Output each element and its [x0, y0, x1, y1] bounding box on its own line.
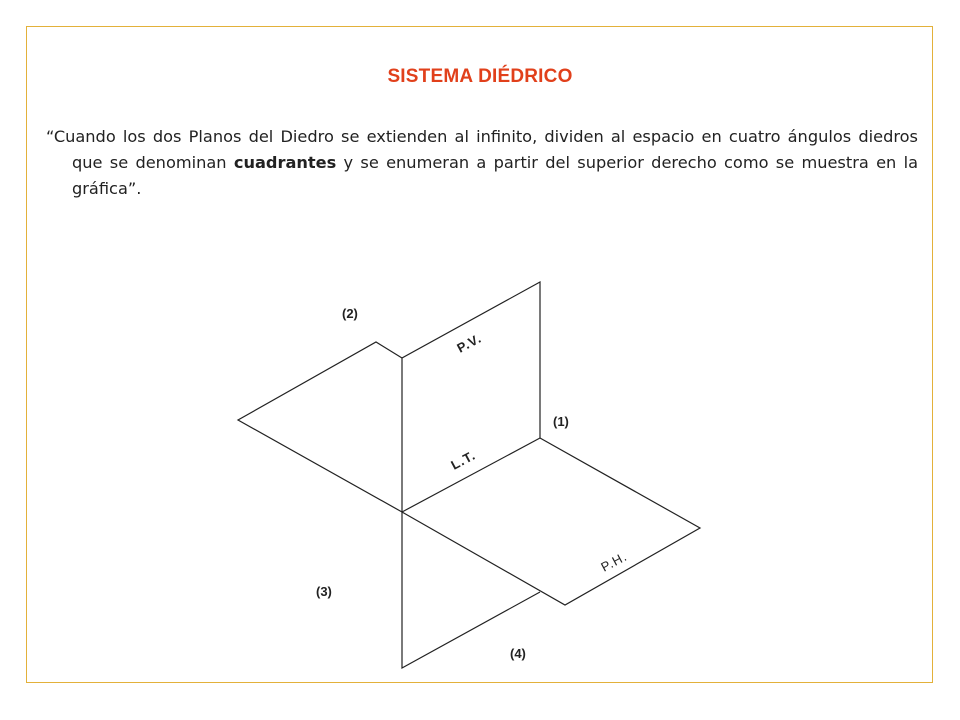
vertical-plane-label: P.V.	[454, 330, 485, 356]
quadrant-1-label: (1)	[553, 414, 569, 429]
quote-text-after: y se enumeran a partir del superior derecho como se muestra en la gráfica	[72, 153, 918, 198]
slide-title: SISTEMA DIÉDRICO	[387, 66, 573, 87]
horizontal-plane-back	[238, 342, 402, 512]
quote-text-before: Cuando los dos Planos del Diedro se extienden al infinito, dividen al espacio en cuatro ángulos diedros que se denominan	[53, 127, 918, 172]
vertical-plane-lower	[402, 512, 540, 668]
quadrant-3-label: (3)	[316, 584, 332, 599]
quadrant-4-label: (4)	[510, 646, 526, 661]
ground-line-label: L.T.	[448, 447, 479, 473]
vertical-plane-upper	[402, 282, 540, 512]
close-quote-mark: ”.	[127, 179, 142, 198]
open-quote-mark: “	[46, 127, 54, 146]
horizontal-plane-label: P.H.	[598, 548, 630, 575]
quote-emphasis-cuadrantes: cuadrantes	[233, 153, 337, 172]
horizontal-plane-front	[402, 438, 700, 605]
quadrant-2-label: (2)	[342, 306, 358, 321]
